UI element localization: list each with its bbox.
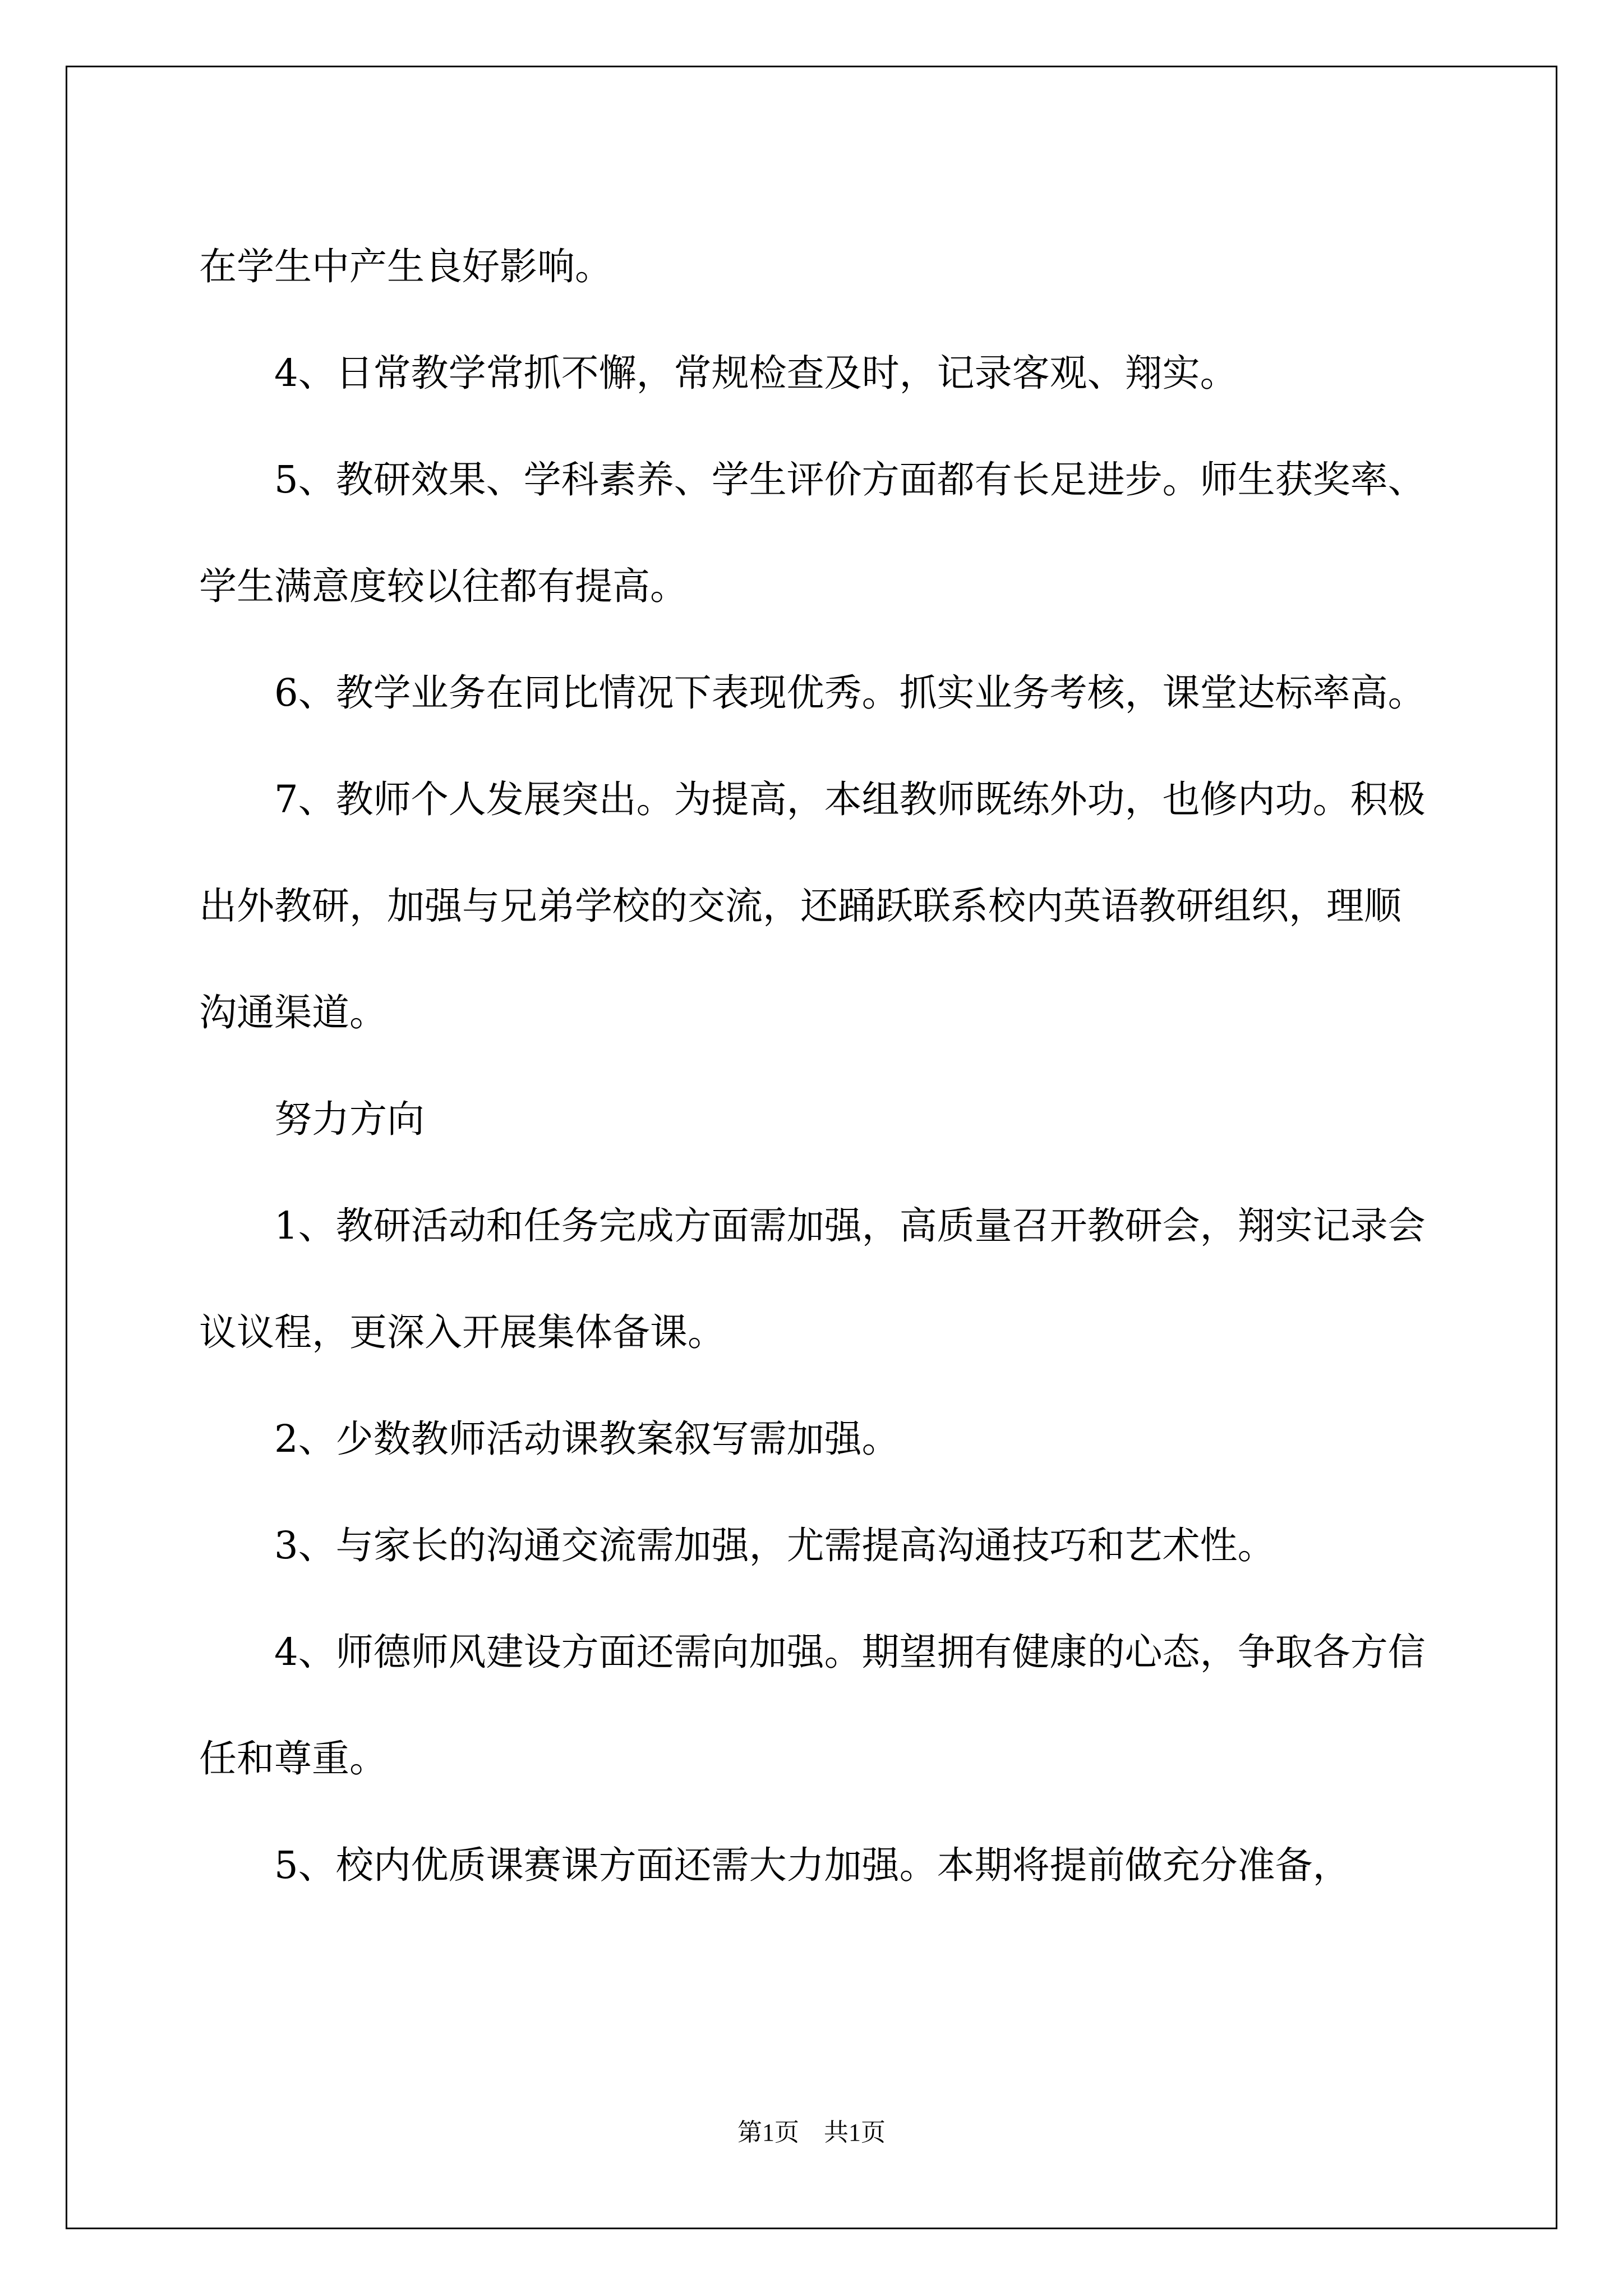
paragraph: 5、校内优质课赛课方面还需大力加强。本期将提前做充分准备， — [274, 1843, 1350, 1887]
paragraph: 在学生中产生良好影响。 — [199, 245, 612, 288]
document-body — [199, 213, 1427, 1918]
paragraph: 7、教师个人发展突出。为提高，本组教师既练外功，也修内功。积极出外教研，加强与兄弟学校的交流，还踊跃联系校内英语教研组织，理顺沟通渠道。 — [199, 777, 1426, 1034]
paragraph: 4、日常教学常抓不懈，常规检查及时，记录客观、翔实。 — [274, 351, 1238, 395]
section-heading: 努力方向 — [274, 1097, 425, 1141]
paragraph: 2、少数教师活动课教案叙写需加强。 — [274, 1417, 900, 1461]
paragraph: 3、与家长的沟通交流需加强，尤需提高沟通技巧和艺术性。 — [274, 1524, 1275, 1567]
paragraph: 6、教学业务在同比情况下表现优秀。抓实业务考核，课堂达标率高。 — [274, 671, 1426, 715]
page-number-total: 共1页 — [824, 2119, 886, 2146]
paragraph: 1、教研活动和任务完成方面需加强，高质量召开教研会，翔实记录会议议程，更深入开展集体备课。 — [199, 1204, 1426, 1354]
page-footer — [0, 2112, 1623, 2148]
paragraph: 4、师德师风建设方面还需向加强。期望拥有健康的心态，争取各方信任和尊重。 — [199, 1630, 1426, 1780]
page-number-current: 第1页 — [737, 2119, 799, 2146]
paragraph: 5、教研效果、学科素养、学生评价方面都有长足进步。师生获奖率、学生满意度较以往都有提高。 — [199, 458, 1426, 608]
